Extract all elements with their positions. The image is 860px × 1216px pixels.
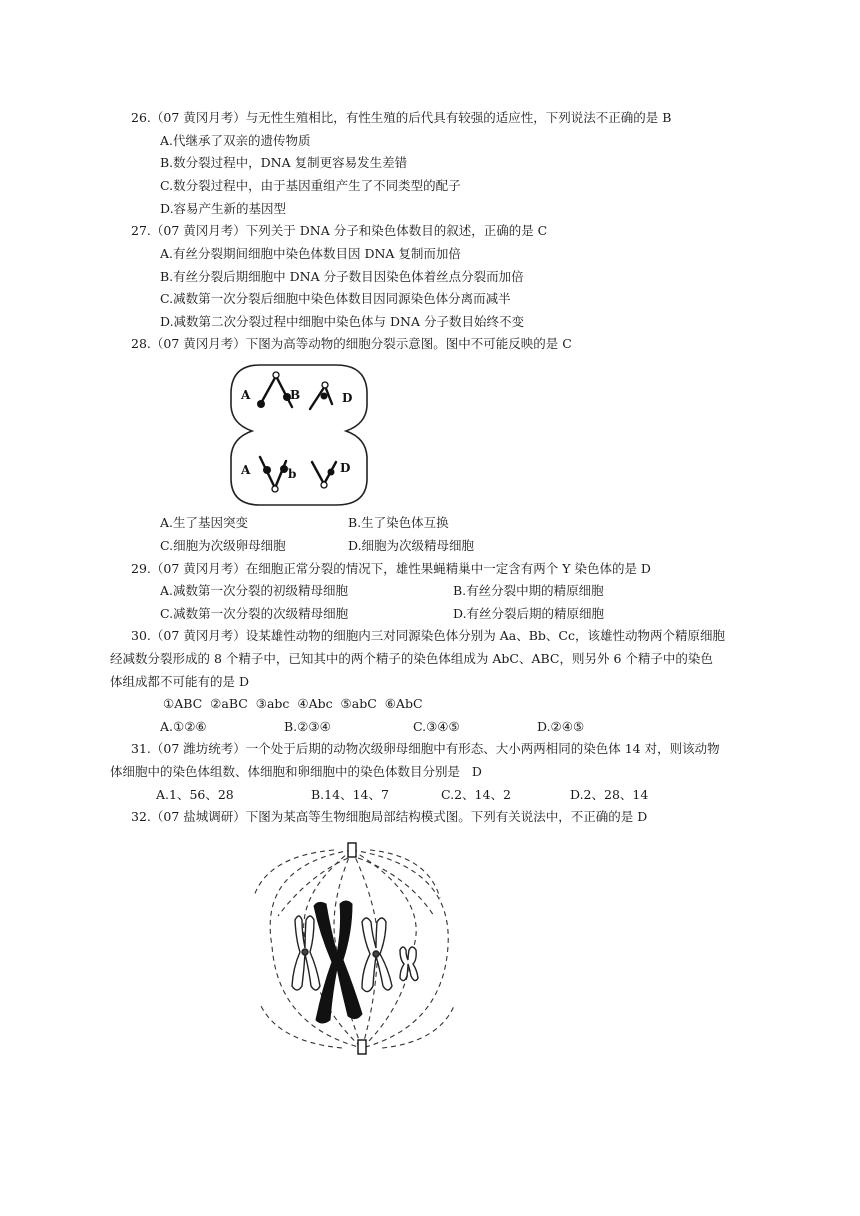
q29-option-a: A.减数第一次分裂的初级精母细胞 (160, 583, 349, 598)
label-b-lower-bottom: b (288, 467, 297, 481)
q29-option-c: C.减数第一次分裂的次级精母细胞 (160, 606, 349, 621)
q27-stem: 27.（07 黄冈月考）下列关于 DNA 分子和染色体数目的叙述，正确的是 C (131, 223, 548, 238)
q31-option-d: D.2、28、14 (570, 787, 649, 802)
q29-option-b: B.有丝分裂中期的精原细胞 (453, 583, 604, 598)
q26-option-a: A.代继承了双亲的遗传物质 (160, 133, 311, 148)
q30-items: ①ABC ②aBC ③abc ④Abc ⑤abC ⑥AbC (163, 696, 423, 711)
q30-stem-line1: 30.（07 黄冈月考）设某雄性动物的细胞内三对同源染色体分别为 Aa、Bb、Cc，该雄性动物两个精原细胞 (131, 628, 725, 643)
cell-outline (231, 365, 367, 505)
q28-option-c: C.细胞为次级卵母细胞 (160, 538, 286, 553)
chromosome-bottom-left (260, 457, 288, 492)
label-a-top: A (241, 388, 251, 402)
q31-option-c: C.2、14、2 (441, 787, 511, 802)
q28-option-b: B.生了染色体互换 (348, 515, 449, 530)
q28-stem: 28.（07 黄冈月考）下图为高等动物的细胞分裂示意图。图中不可能反映的是 C (131, 336, 572, 351)
q31-stem-line2: 体细胞中的染色体组数、体细胞和卵细胞中的染色体数目分别是 D (110, 764, 482, 779)
q27-option-c: C.减数第一次分裂后细胞中染色体数目因同源染色体分离而减半 (160, 291, 511, 306)
q27-option-d: D.减数第二次分裂过程中细胞中染色体与 DNA 分子数目始终不变 (160, 314, 524, 329)
chromosome-top-left (257, 372, 292, 408)
q30-option-c: C.③④⑤ (413, 719, 460, 734)
chromosome-small-right (400, 947, 418, 981)
centriole-top (348, 843, 356, 857)
q30-option-b: B.②③④ (284, 719, 331, 734)
q26-option-b: B.数分裂过程中，DNA 复制更容易发生差错 (160, 155, 408, 170)
q27-option-b: B.有丝分裂后期细胞中 DNA 分子数目因染色体着丝点分裂而加倍 (160, 269, 524, 284)
q29-stem: 29.（07 黄冈月考）在细胞正常分裂的情况下，雄性果蝇精巢中一定含有两个 Y 染色体的是 D (131, 561, 651, 576)
cell-division-figure (228, 362, 370, 508)
q31-stem-line1: 31.（07 潍坊统考）一个处于后期的动物次级卵母细胞中有形态、大小两两相同的染色体 14 对，则该动物 (131, 741, 720, 756)
label-a-bottom: A (241, 463, 251, 477)
q29-option-d: D.有丝分裂后期的精原细胞 (453, 606, 605, 621)
q26-option-d: D.容易产生新的基因型 (160, 201, 287, 216)
chromosome-center-black (314, 901, 362, 1023)
q26-stem: 26.（07 黄冈月考）与无性生殖相比，有性生殖的后代具有较强的适应性，下列说法不正确的是 B (131, 110, 672, 125)
q30-stem-line2: 经减数分裂形成的 8 个精子中，已知其中的两个精子的染色体组成为 AbC、ABC，则另外 6 个精子中的染色 (110, 651, 713, 666)
chromosome-right-white (362, 918, 392, 992)
q28-option-a: A.生了基因突变 (160, 515, 249, 530)
spindle-figure (238, 836, 480, 1064)
q30-option-a: A.①②⑥ (160, 719, 207, 734)
chromosome-top-right (310, 382, 332, 409)
chromosome-bottom-right (312, 462, 336, 488)
q31-option-b: B.14、14、7 (311, 787, 389, 802)
q27-option-a: A.有丝分裂期间细胞中染色体数目因 DNA 复制而加倍 (160, 246, 461, 261)
q30-stem-line3: 体组成都不可能有的是 D (110, 674, 249, 689)
q26-option-c: C.数分裂过程中，由于基因重组产生了不同类型的配子 (160, 178, 461, 193)
label-d-top: D (342, 391, 353, 405)
chromosome-left-white (292, 916, 320, 990)
q32-stem: 32.（07 盐城调研）下图为某高等生物细胞局部结构模式图。下列有关说法中，不正确的是 D (131, 809, 648, 824)
q28-option-d: D.细胞为次级精母细胞 (348, 538, 475, 553)
centriole-bottom (358, 1040, 366, 1054)
label-b-top: B (290, 388, 301, 402)
q30-option-d: D.②④⑤ (537, 719, 585, 734)
label-d-bottom: D (340, 461, 351, 475)
q31-option-a: A.1、56、28 (156, 787, 234, 802)
